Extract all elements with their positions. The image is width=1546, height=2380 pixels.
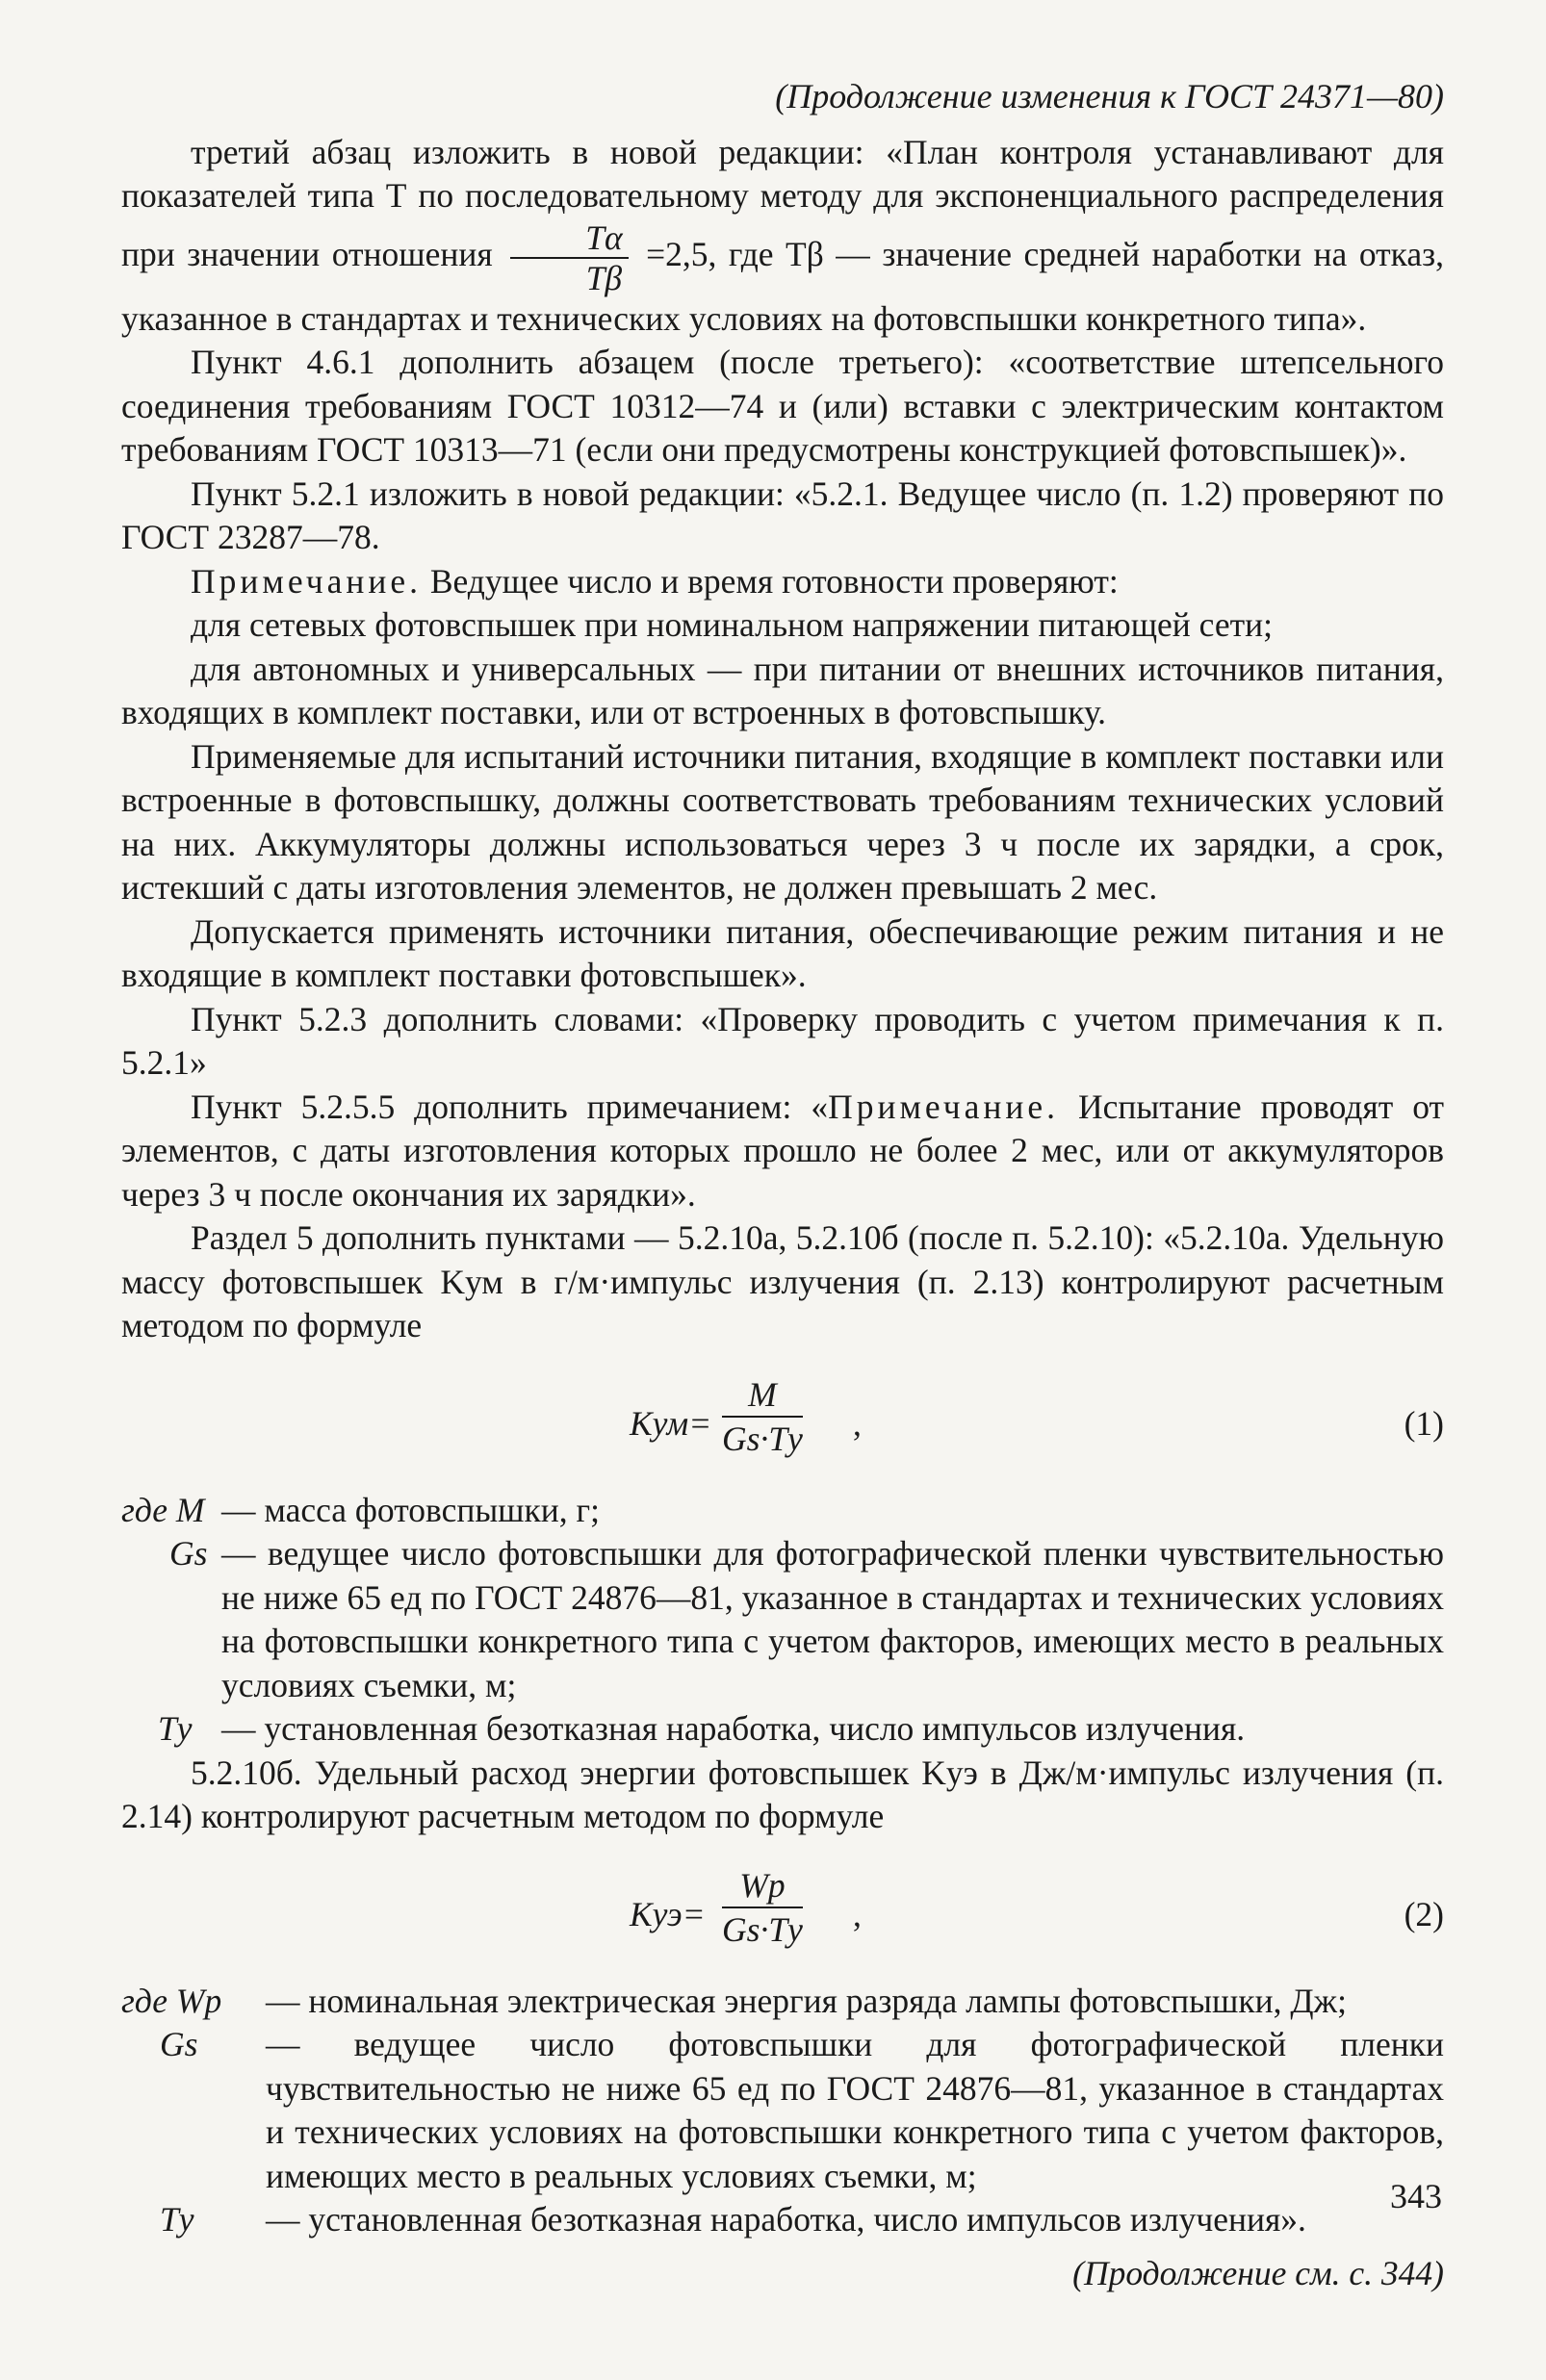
definition-row: [121, 1980, 1444, 2024]
paragraph-5-2-10b: 5.2.10б. Удельный расход энергии фотовспышек Kуэ в Дж/м·импульс излучения (п. 2.14) контролируют расчетным методом по формуле: [121, 1753, 1444, 1835]
definition-row: [121, 1707, 1444, 1752]
definition-text: — установленная безотказная наработка, число импульсов излучения».: [266, 2200, 1306, 2239]
definition-symbol: где Wр: [121, 1981, 222, 2020]
note-text: Ведущее число и время готовности проверяют:: [429, 561, 1119, 601]
paragraph-section-5-addition: Раздел 5 дополнить пунктами — 5.2.10а, 5.2.10б (после п. 5.2.10): «5.2.10а. Удельную массу фотовспышек Kум в г/м·импульс излучения (п. 2.13) контролируют расчетным методом по формуле: [121, 1218, 1444, 1344]
paragraph-text: =2,5, где Tβ — значение средней наработки на отказ, указанное в стандартах и технических условиях на фотовспышки конкретного типа».: [121, 234, 1444, 338]
continuation-note: (Продолжение см. с. 344): [1072, 2253, 1444, 2292]
paragraph-text: Пункт 5.2.5.5 дополнить примечанием: «: [191, 1087, 829, 1126]
definition-symbol: где M: [121, 1490, 205, 1529]
definition-symbol: Gs: [169, 1534, 208, 1573]
definition-text: — ведущее число фотовспышки для фотографической пленки чувствительностью не ниже 65 ед по ГОСТ 24876—81, указанное в стандартах и технических условиях на фотовспышки конкретного типа с учетом факторов, имеющих место в реальных условиях съемки, м;: [266, 2025, 1444, 2195]
definition-text: — номинальная электрическая энергия разряда лампы фотовспышки, Дж;: [266, 1981, 1347, 2020]
formula-numerator: Wр: [722, 1864, 803, 1908]
formula-fraction: [722, 1373, 803, 1460]
definition-text: — ведущее число фотовспышки для фотографической пленки чувствительностью не ниже 65 ед по ГОСТ 24876—81, указанное в стандартах и технических условиях на фотовспышки конкретного типа с учетом факторов, имеющих место в реальных условиях съемки, м;: [221, 1534, 1444, 1704]
definition-row: [121, 1532, 1444, 1707]
paragraph-autonomous-flashes: для автономных и универсальных — при питании от внешних источников питания, входящих в комплект поставки, или от встроенных в фотовспышку.: [121, 649, 1444, 731]
formula-1: Kум= M Gs·Tу , (1): [630, 1374, 1444, 1458]
equation-number: (2): [1404, 1894, 1444, 1933]
paragraph-power-sources: Применяемые для испытаний источники питания, входящие в комплект поставки или встроенные в фотовспышку, должны соответствовать требованиям технических условий на них. Аккумуляторы должны использоваться через 3 ч после их зарядки, а срок, истекший с даты изготовления элементов, не должен превышать 2 мес.: [121, 736, 1444, 907]
definition-row: [121, 2198, 1444, 2242]
formula-lhs: Kуэ=: [630, 1894, 706, 1933]
definition-text: — масса фотовспышки, г;: [221, 1490, 600, 1529]
formula-denominator: Gs·Tу: [722, 1419, 803, 1458]
formula-fraction: [722, 1864, 803, 1951]
definition-row: [121, 1489, 1444, 1533]
paragraph-allowed-sources: Допускается применять источники питания, обеспечивающие режим питания и не входящие в комплект поставки фотовспышек».: [121, 911, 1444, 994]
definition-symbol: Tу: [158, 1709, 193, 1748]
page-header: (Продолжение изменения к ГОСТ 24371—80): [775, 77, 1444, 115]
formula-numerator: M: [722, 1373, 803, 1418]
equation-number: (1): [1404, 1403, 1444, 1443]
formula-lhs: Kум=: [630, 1403, 712, 1443]
fraction-denominator: Tβ: [585, 258, 623, 297]
note-label: Примечание.: [828, 1087, 1060, 1126]
paragraph-5-2-1: Пункт 5.2.1 изложить в новой редакции: «5.2.1. Ведущее число (п. 1.2) проверяют по ГОСТ 23287—78.: [121, 473, 1444, 556]
ratio-fraction: [510, 218, 628, 297]
definitions-list-2: [121, 1980, 1444, 2242]
note-label: Примечание.: [191, 561, 422, 601]
definition-text: — установленная безотказная наработка, число импульсов излучения.: [221, 1709, 1246, 1748]
fraction-numerator: Tα: [510, 218, 628, 259]
paragraph-text: третий абзац изложить в новой редакции: «План контроля устанавливают для показателей типа Т по последовательному методу для экспоненциального распределения при значении отношения: [121, 132, 1444, 273]
note-paragraph: [121, 560, 1444, 604]
definition-symbol: Tу: [160, 2200, 194, 2239]
paragraph-text: Испытание проводят от элементов, с даты изготовления которых прошло не более 2 мес, или от аккумуляторов через 3 ч после окончания их зарядки».: [121, 1087, 1444, 1214]
formula-denominator: Gs·Tу: [722, 1909, 803, 1949]
page-number: 343: [1390, 2177, 1442, 2215]
paragraph-4-6-1: Пункт 4.6.1 дополнить абзацем (после третьего): «соответствие штепсельного соединения требованиям ГОСТ 10312—74 и (или) вставки с электрическим контактом требованиям ГОСТ 10313—71 (если они предусмотрены конструкцией фотовспышек)».: [121, 343, 1444, 469]
definitions-list-1: [121, 1489, 1444, 1752]
paragraph-5-2-3: Пункт 5.2.3 дополнить словами: «Проверку проводить с учетом примечания к п. 5.2.1»: [121, 999, 1444, 1082]
definition-symbol: Gs: [160, 2025, 198, 2063]
formula-2: Kуэ= Wр Gs·Tу , (2): [630, 1865, 1444, 1949]
definition-row: [121, 2023, 1444, 2198]
paragraph-5-2-5-5: [121, 1086, 1444, 1217]
paragraph-plan-control: [121, 131, 1444, 342]
paragraph-mains-flashes: для сетевых фотовспышек при номинальном напряжении питающей сети;: [191, 605, 1273, 644]
